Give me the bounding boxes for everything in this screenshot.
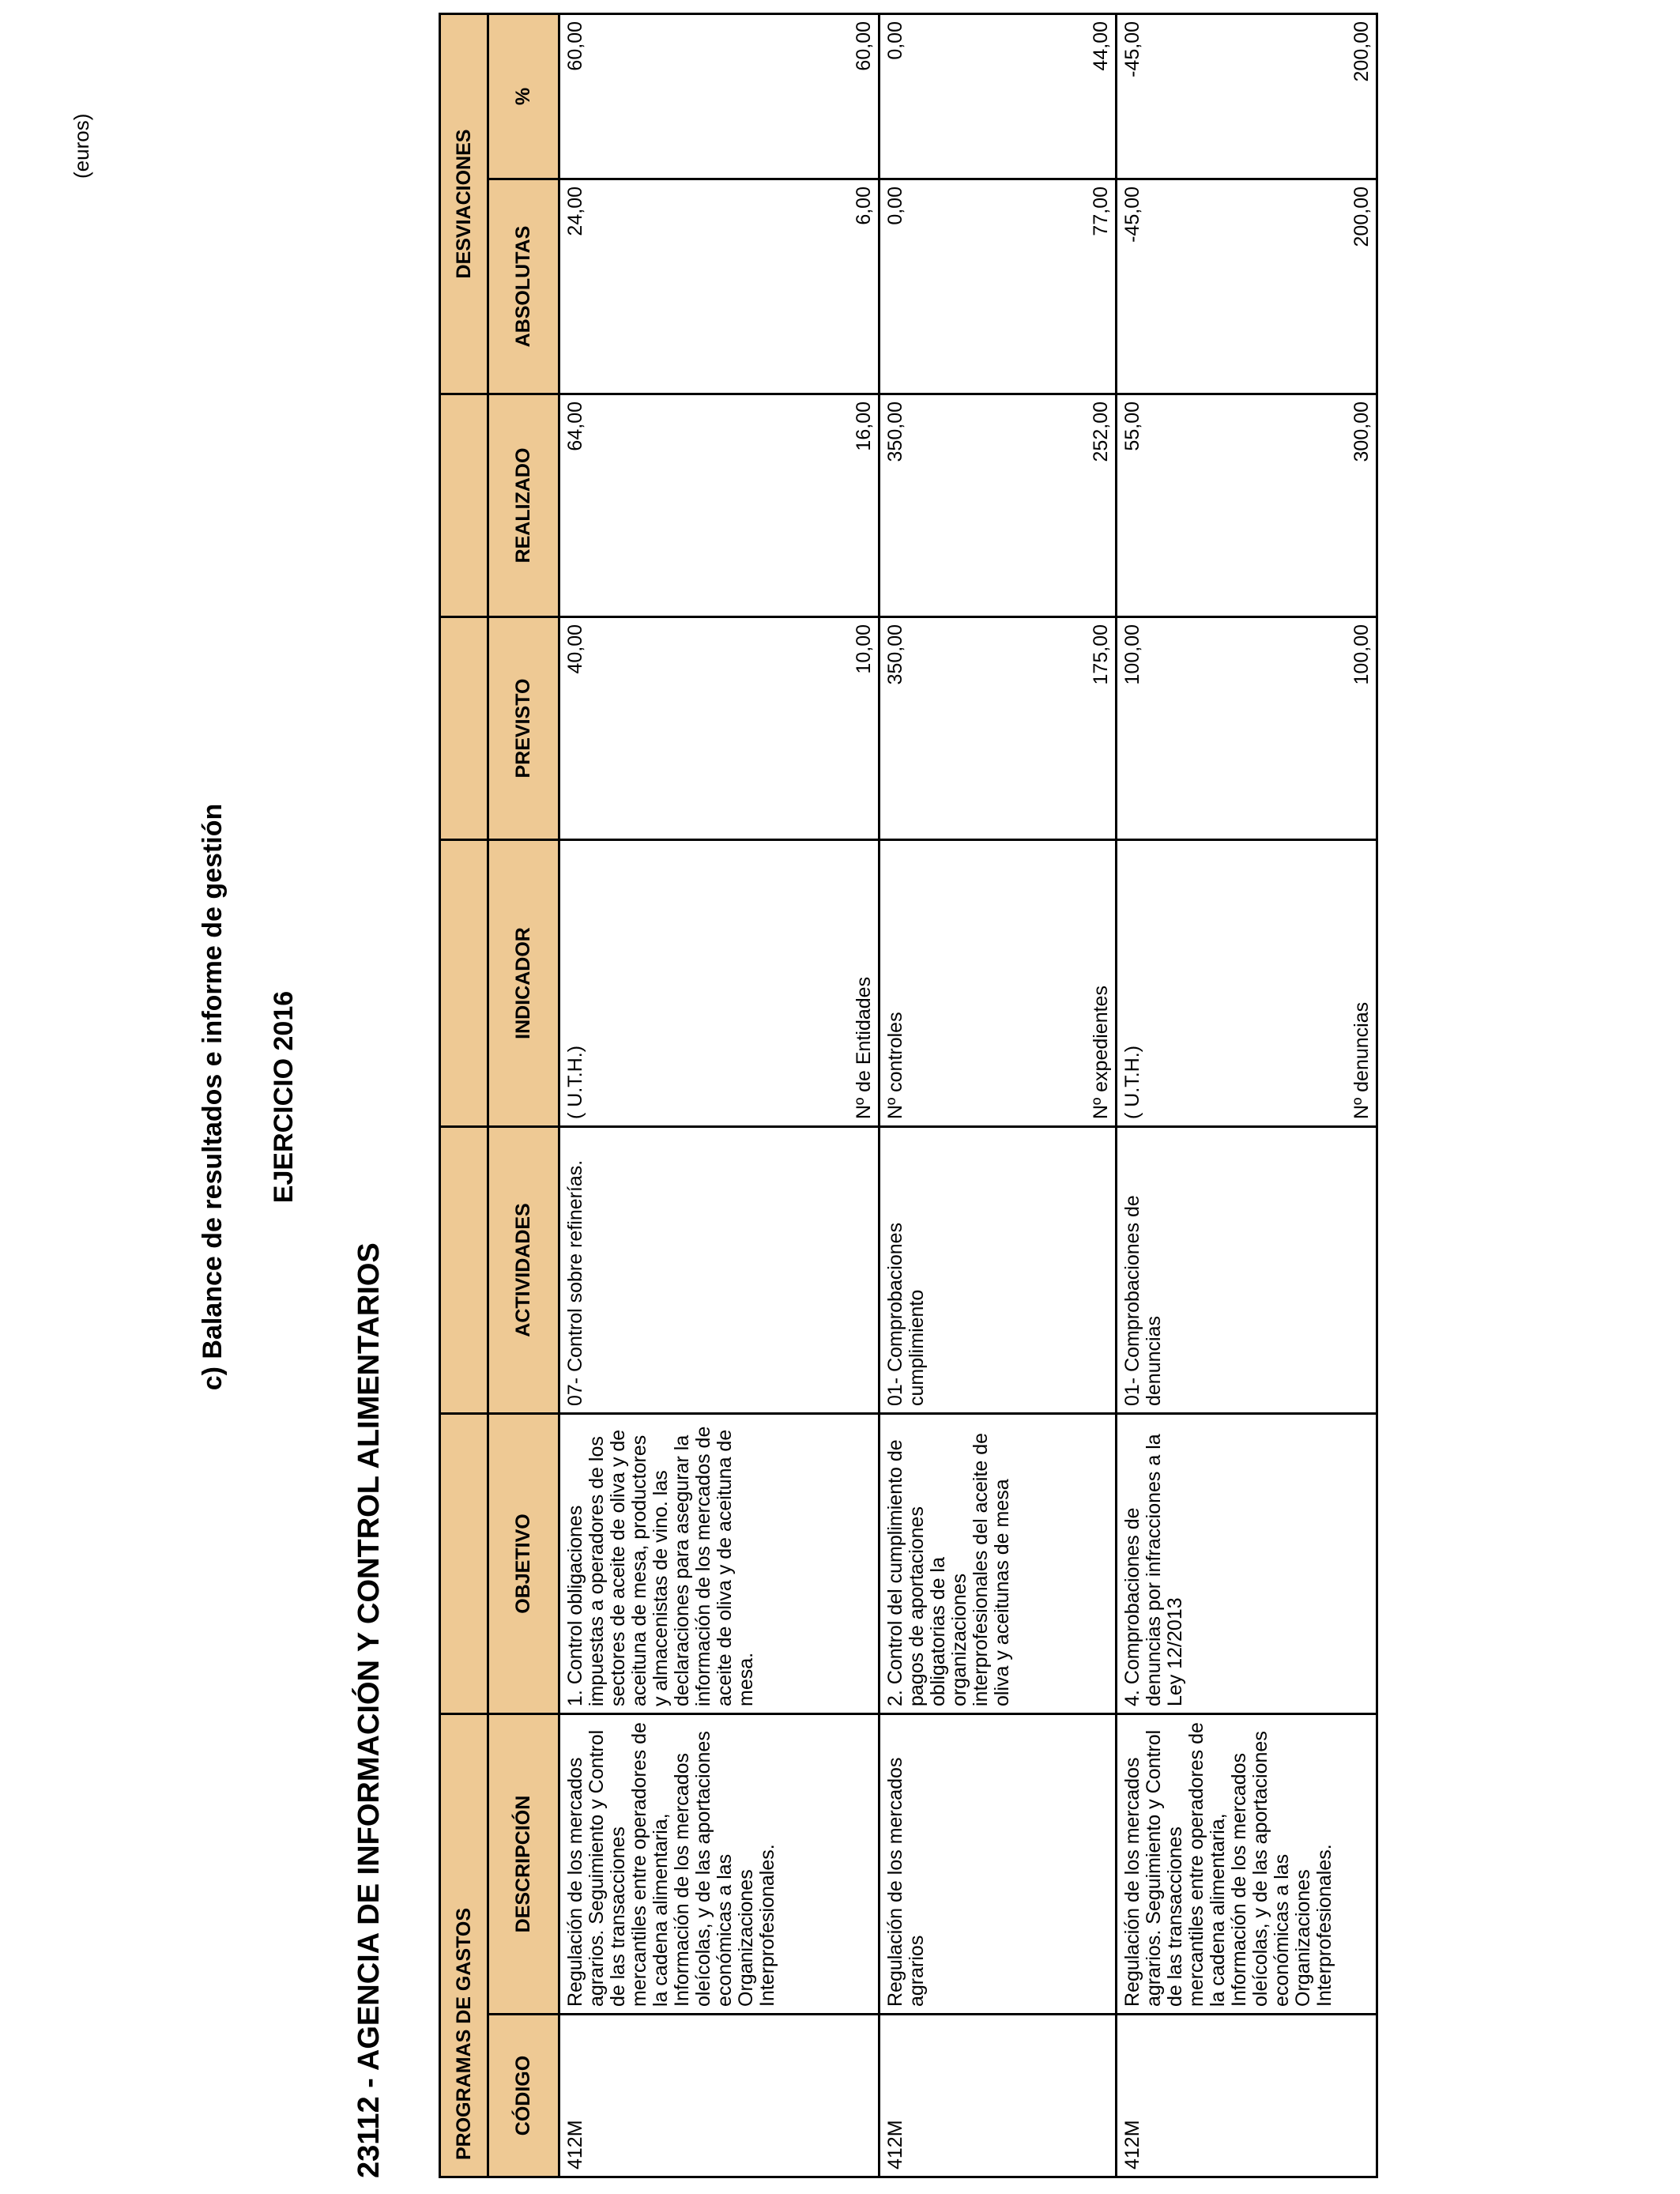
previsto-value: 10,00: [853, 624, 875, 674]
cell-porcentaje: [559, 14, 880, 179]
cell-descripcion: Regulación de los mercados agrarios: [880, 1714, 1117, 2015]
absolutas-value: 0,00: [884, 187, 906, 225]
cell-realizado: [1117, 394, 1377, 617]
agency-title: 23112 - AGENCIA DE INFORMACIÓN Y CONTROL ALIMENTARIOS: [352, 1242, 386, 2178]
realizado-value: 350,00: [884, 401, 906, 462]
cell-previsto: [559, 617, 880, 840]
realizado-value: 16,00: [853, 401, 875, 451]
realizado-value: 300,00: [1350, 401, 1373, 462]
previsto-value: 350,00: [884, 624, 906, 685]
header-indicador: INDICADOR: [488, 840, 559, 1127]
absolutas-value: 6,00: [853, 187, 875, 225]
realizado-value: 252,00: [1090, 401, 1112, 462]
exercise-title: EJERCICIO 2016: [269, 990, 299, 1204]
results-table: [439, 13, 1378, 2178]
cell-realizado: [559, 394, 880, 617]
cell-actividades: 07- Control sobre refinerías.: [559, 1127, 880, 1414]
blank-header: [440, 1414, 488, 1714]
header-realizado: REALIZADO: [488, 394, 559, 617]
absolutas-value: 77,00: [1090, 187, 1112, 236]
porcentaje-value: 60,00: [564, 21, 586, 71]
blank-header: [440, 840, 488, 1127]
table-row: [559, 14, 880, 2177]
blank-header: [440, 1127, 488, 1414]
header-objetivo: OBJETIVO: [488, 1414, 559, 1714]
indicator-value: Nº denuncias: [1350, 1001, 1373, 1119]
indicator-value: ( U.T.H.): [564, 1045, 586, 1119]
cell-realizado: [880, 394, 1117, 617]
absolutas-value: 200,00: [1350, 187, 1373, 247]
cell-actividades: 01- Comprobaciones cumplimiento: [880, 1127, 1117, 1414]
porcentaje-value: 44,00: [1090, 21, 1112, 71]
cell-absolutas: [1117, 179, 1377, 394]
indicator-value: Nº controles: [884, 1012, 906, 1119]
porcentaje-value: 60,00: [853, 21, 875, 71]
cell-objetivo: 4. Comprobaciones de denuncias por infracciones a la Ley 12/2013: [1117, 1414, 1377, 1714]
header-previsto: PREVISTO: [488, 617, 559, 840]
header-actividades: ACTIVIDADES: [488, 1127, 559, 1414]
indicator-value: Nº de Entidades: [853, 976, 875, 1119]
blank-header: [440, 617, 488, 840]
header-absolutas: ABSOLUTAS: [488, 179, 559, 394]
absolutas-value: 24,00: [564, 187, 586, 236]
cell-previsto: [1117, 617, 1377, 840]
section-title: c) Balance de resultados e informe de gestión: [198, 803, 228, 1391]
table-row: [880, 14, 1117, 2177]
column-header-row: [488, 14, 559, 2177]
cell-objetivo: 1. Control obligaciones impuestas a operadores de los sectores de aceite de oliva y de aceituna de mesa, productores y almacenistas de vino. las declaraciones para asegurar la información de los mercados de aceite de oliva y de aceituna de mesa.: [559, 1414, 880, 1714]
previsto-value: 40,00: [564, 624, 586, 674]
cell-absolutas: [559, 179, 880, 394]
realizado-value: 64,00: [564, 401, 586, 451]
table-row: [1117, 14, 1377, 2177]
realizado-value: 55,00: [1121, 401, 1143, 451]
indicator-value: Nº expedientes: [1090, 986, 1112, 1119]
units-label: (euros): [70, 113, 93, 179]
desviaciones-group-header: DESVIACIONES: [440, 14, 488, 394]
cell-porcentaje: [1117, 14, 1377, 179]
porcentaje-value: -45,00: [1121, 21, 1143, 77]
cell-objetivo: 2. Control del cumplimiento de pagos de aportaciones obligatorias de la organizaciones interprofesionales del aceite de oliva y aceitunas de mesa: [880, 1414, 1117, 1714]
absolutas-value: -45,00: [1121, 187, 1143, 243]
cell-codigo: 412M: [559, 2015, 880, 2177]
cell-indicador: [880, 840, 1117, 1127]
cell-porcentaje: [880, 14, 1117, 179]
porcentaje-value: 0,00: [884, 21, 906, 60]
cell-indicador: [1117, 840, 1377, 1127]
previsto-value: 100,00: [1121, 624, 1143, 685]
group-header-row: [440, 14, 488, 2177]
porcentaje-value: 200,00: [1350, 21, 1373, 82]
cell-descripcion: Regulación de los mercados agrarios. Seguimiento y Control de las transacciones mercantiles entre operadores de la cadena alimentaria, Información de los mercados oleícolas, y de las aportaciones económicas a las Organizaciones Interprofesionales.: [559, 1714, 880, 2015]
header-codigo: CÓDIGO: [488, 2015, 559, 2177]
programas-group-header: PROGRAMAS DE GASTOS: [440, 1714, 488, 2177]
cell-codigo: 412M: [880, 2015, 1117, 2177]
cell-previsto: [880, 617, 1117, 840]
header-descripcion: DESCRIPCIÓN: [488, 1714, 559, 2015]
cell-actividades: 01- Comprobaciones de denuncias: [1117, 1127, 1377, 1414]
cell-codigo: 412M: [1117, 2015, 1377, 2177]
cell-indicador: [559, 840, 880, 1127]
previsto-value: 100,00: [1350, 624, 1373, 685]
header-porcentaje: %: [488, 14, 559, 179]
blank-header: [440, 394, 488, 617]
cell-descripcion: Regulación de los mercados agrarios. Seguimiento y Control de las transacciones mercantiles entre operadores de la cadena alimentaria, Información de los mercados oleícolas, y de las aportaciones económicas a las Organizaciones Interprofesionales.: [1117, 1714, 1377, 2015]
previsto-value: 175,00: [1090, 624, 1112, 685]
cell-absolutas: [880, 179, 1117, 394]
indicator-value: ( U.T.H.): [1121, 1045, 1143, 1119]
